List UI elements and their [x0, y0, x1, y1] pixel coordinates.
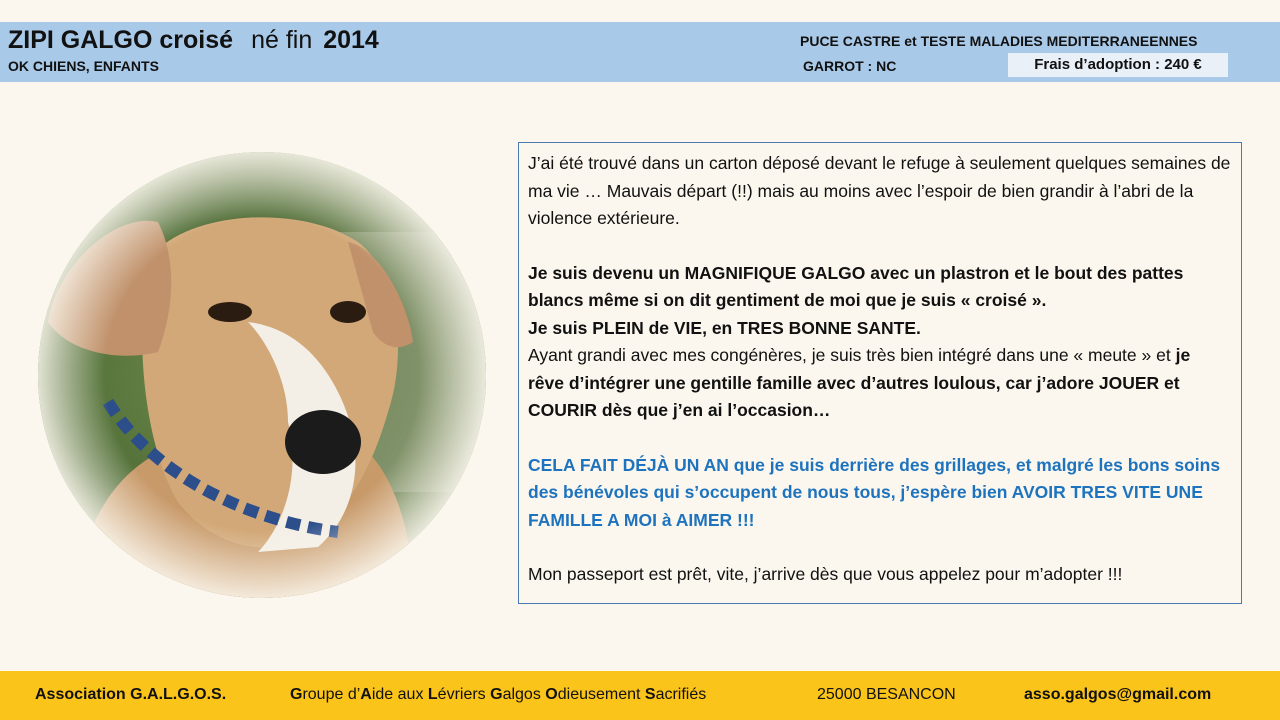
acronym-rest: dieusement [557, 686, 645, 703]
association-acronym [290, 686, 706, 704]
acronym-letter: L [427, 686, 438, 703]
association-city: 25000 BESANCON [817, 686, 956, 703]
story-box [518, 142, 1242, 604]
acronym-letter: G [290, 686, 303, 703]
acronym-rest: évriers [437, 686, 491, 703]
story-paragraph-3: CELA FAIT DÉJÀ UN AN que je suis derrière des grillages, et malgré les bons soins des bénévoles qui s’occupent de nous tous, j’espère bien AVOIR TRES VITE UNE FAMILLE A MOI à AIMER !!! [528, 454, 1221, 530]
acronym-rest: ide aux [371, 686, 428, 703]
garrot-info: GARROT : NC [803, 58, 897, 74]
born-year: 2014 [323, 26, 379, 54]
story-paragraph-2c-bold: je rêve d’intégrer une gentille famille avec d’autres loulous, car j’adore JOUER et COURIR dès que j’en ai l’occasion… [528, 345, 1191, 420]
dog-title [8, 26, 379, 55]
story-paragraph-2c [528, 342, 1231, 425]
acronym-letter: O [545, 686, 558, 703]
story-paragraph-1: J’ai été trouvé dans un carton déposé devant le refuge à seulement quelques semaines de ma vie … Mauvais départ (!!) mais au moins avec l’espoir de bien grandir à l’abri de la violence extérieure. [528, 153, 1231, 228]
born-label: né fin [251, 26, 313, 54]
story-paragraph-2c-normal: Ayant grandi avec mes congénères, je suis très bien intégré dans une « meute » et [528, 345, 1176, 365]
contact-email[interactable]: asso.galgos@gmail.com [1024, 686, 1212, 703]
association-name: Association G.A.L.G.O.S. [35, 686, 227, 703]
story-paragraph-2b: Je suis PLEIN de VIE, en TRES BONNE SANTE. [528, 317, 921, 338]
dog-illustration [38, 152, 486, 598]
dog-photo [38, 152, 486, 598]
health-info: PUCE CASTRE et TESTE MALADIES MEDITERRANEENNES [800, 33, 1198, 49]
acronym-letter: A [360, 686, 372, 703]
header-banner [0, 22, 1280, 82]
footer-banner [0, 671, 1280, 720]
story-paragraph-2a: Je suis devenu un MAGNIFIQUE GALGO avec un plastron et le bout des pattes blancs même si on dit gentiment de moi que je suis « croisé ». [528, 262, 1184, 310]
story-paragraph-4: Mon passeport est prêt, vite, j’arrive dès que vous appelez pour m’adopter !!! [528, 564, 1123, 584]
dog-name: ZIPI GALGO croisé [8, 26, 234, 54]
compatibility: OK CHIENS, ENFANTS [8, 58, 159, 74]
acronym-rest: algos [502, 686, 546, 703]
acronym-letter: G [490, 686, 503, 703]
adoption-fee: Frais d’adoption : 240 € [1008, 53, 1228, 77]
acronym-rest: roupe d’ [302, 686, 361, 703]
acronym-letter: S [644, 686, 656, 703]
acronym-rest: acrifiés [655, 686, 707, 703]
